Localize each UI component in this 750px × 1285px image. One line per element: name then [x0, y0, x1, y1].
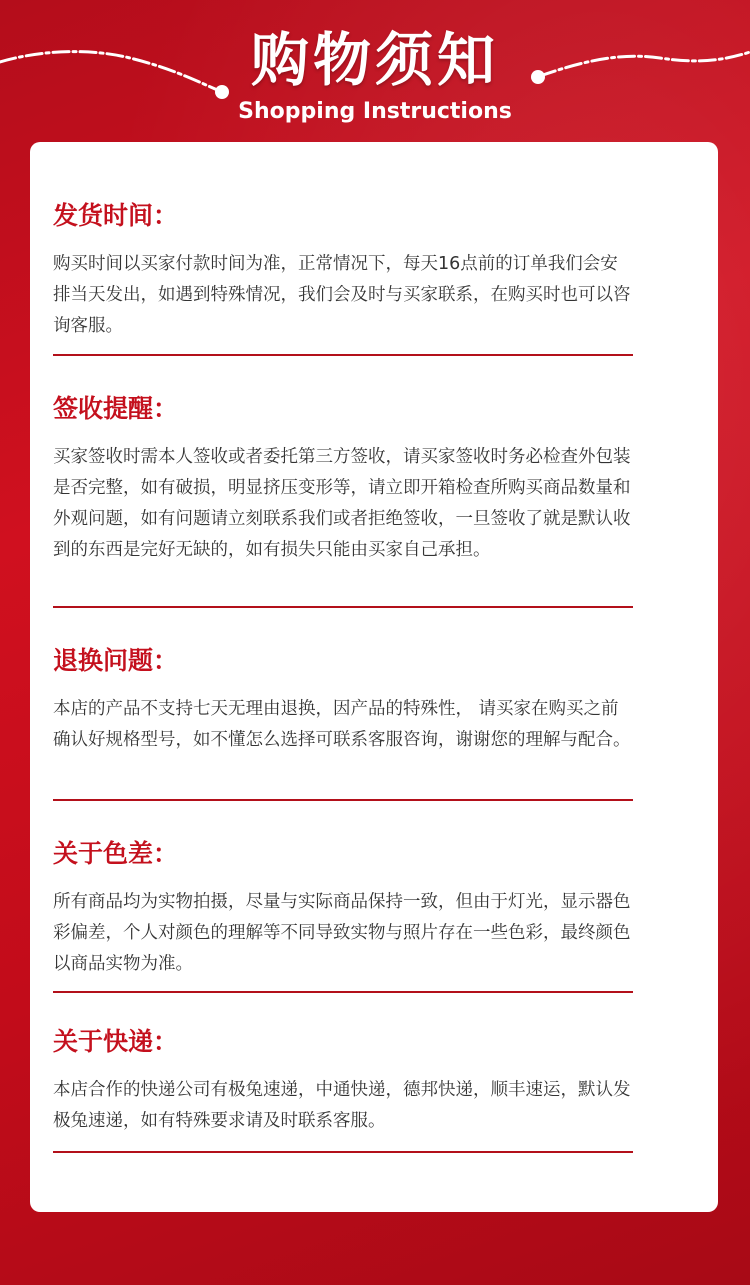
divider — [53, 1151, 633, 1153]
section-returns — [53, 644, 633, 756]
divider — [53, 991, 633, 993]
section-body: 本店合作的快递公司有极兔速递，中通快递，德邦快递，顺丰速运，默认发极兔速递，如有特殊要求请及时联系客服。 — [53, 1080, 631, 1131]
section-title: 签收提醒： — [53, 394, 179, 423]
section-body: 本店的产品不支持七天无理由退换，因产品的特殊性， 请买家在购买之前确认好规格型号，如不懂怎么选择可联系客服咨询，谢谢您的理解与配合。 — [53, 699, 631, 750]
section-title: 关于色差： — [53, 839, 179, 868]
section-shipping-time — [53, 199, 633, 342]
section-title: 关于快递： — [53, 1027, 179, 1056]
section-body: 所有商品均为实物拍摄，尽量与实际商品保持一致，但由于灯光，显示器色彩偏差，个人对颜色的理解等不同导致实物与照片存在一些色彩，最终颜色以商品实物为准。 — [53, 892, 631, 974]
divider — [53, 606, 633, 608]
section-color-difference — [53, 837, 633, 980]
page-subtitle: Shopping Instructions — [238, 99, 512, 124]
header — [0, 0, 750, 140]
section-title: 发货时间： — [53, 201, 179, 230]
divider — [53, 799, 633, 801]
section-courier — [53, 1025, 633, 1137]
divider — [53, 354, 633, 356]
section-receipt-reminder — [53, 392, 633, 566]
section-body: 买家签收时需本人签收或者委托第三方签收，请买家签收时务必检查外包装是否完整，如有破损，明显挤压变形等，请立即开箱检查所购买商品数量和外观问题，如有问题请立刻联系我们或者拒绝签收，一旦签收了就是默认收到的东西是完好无缺的，如有损失只能由买家自己承担。 — [53, 447, 631, 560]
section-body: 购买时间以买家付款时间为准，正常情况下，每天16点前的订单我们会安排当天发出，如遇到特殊情况，我们会及时与买家联系，在购买时也可以咨询客服。 — [53, 254, 631, 336]
page-title: 购物须知 — [250, 26, 499, 94]
section-title: 退换问题： — [53, 646, 179, 675]
